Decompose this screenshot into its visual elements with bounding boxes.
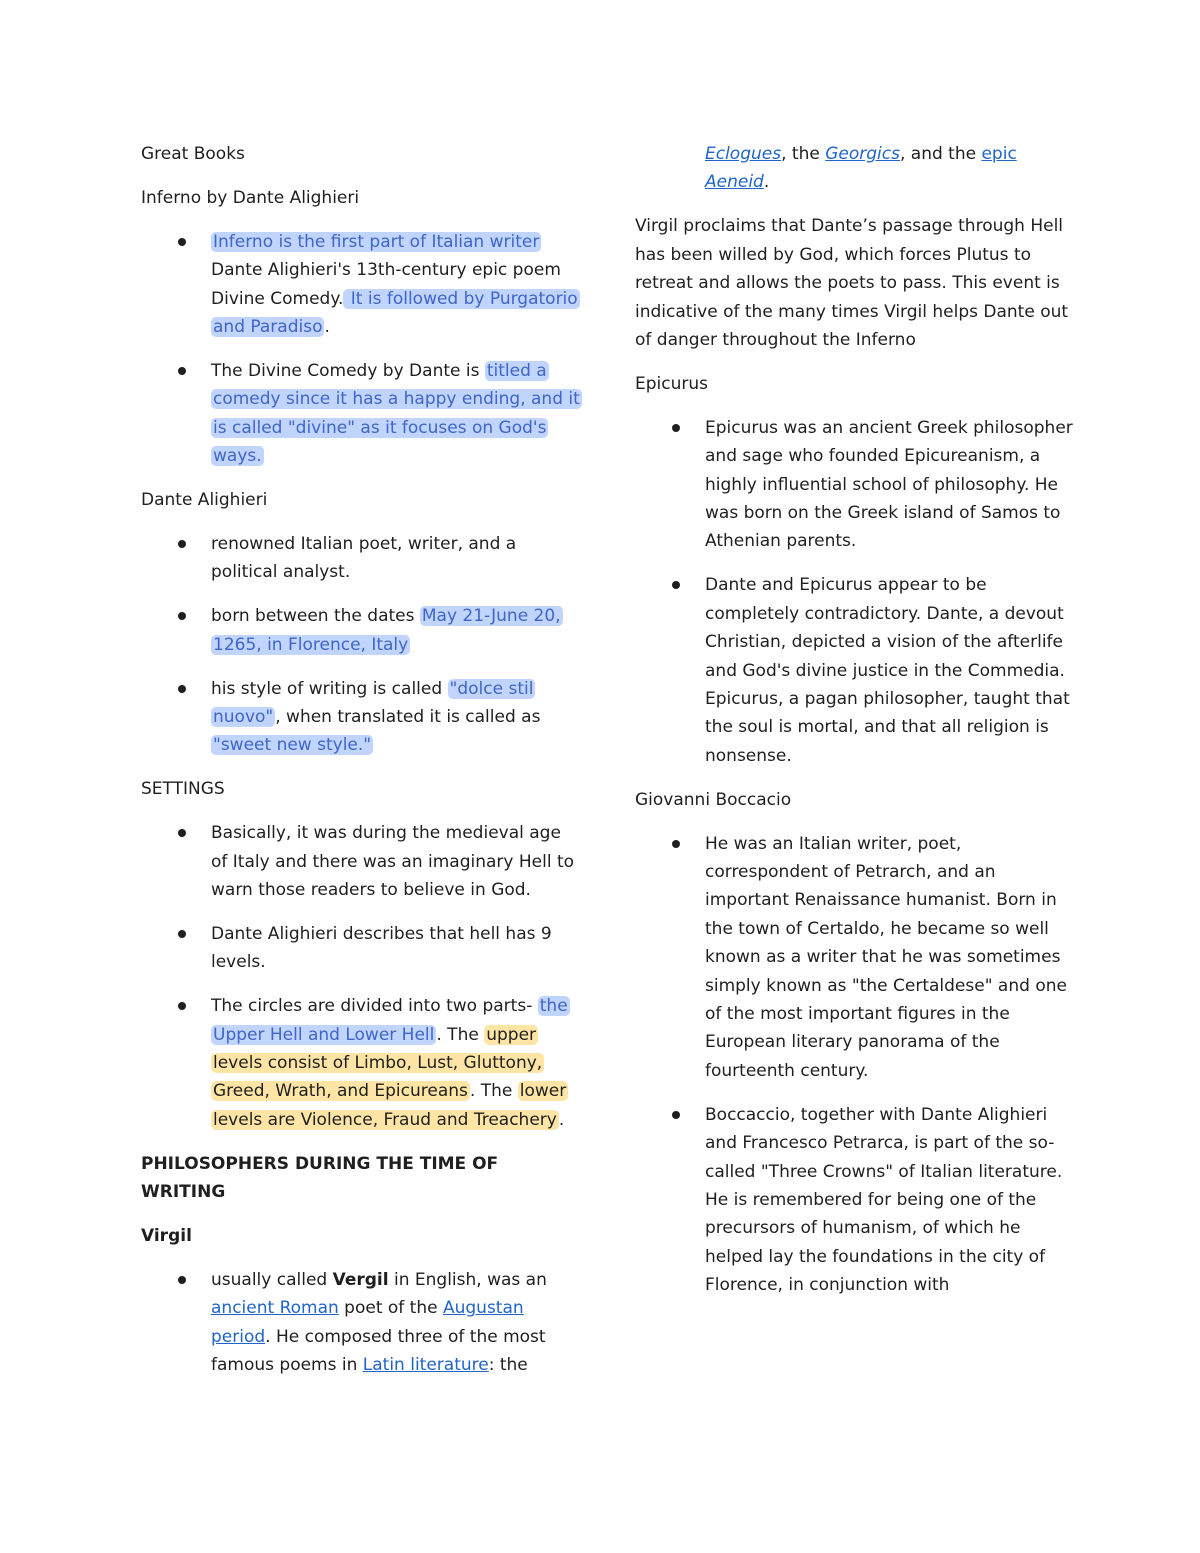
text-run: . xyxy=(763,172,770,193)
link-epic[interactable]: epic xyxy=(981,144,1017,164)
left-column xyxy=(141,140,581,1395)
highlight-blue: It is followed by Purgatorio and Paradiso xyxy=(213,288,578,338)
dante-list xyxy=(141,530,581,760)
text-run: s consist of Limbo, Lust, Gluttony, Greed, Wrath, and Epicureans xyxy=(213,1053,543,1102)
settings-list xyxy=(141,819,581,1134)
list-item: Epicurus was an ancient Greek philosopher and sage who founded Epicureanism, a highly influential school of philosophy. He was born on the Greek island of Samos to Athenian parents. xyxy=(635,414,1075,556)
inferno-list xyxy=(141,228,581,471)
section-heading-boccaccio: Giovanni Boccacio xyxy=(635,789,792,810)
text-run: . The xyxy=(469,1081,518,1102)
virgil-list xyxy=(141,1266,581,1380)
text-run: in English, was an xyxy=(388,1270,547,1290)
list-item: He was an Italian writer, poet, correspondent of Petrarch, and an important Renaissance humanist. Born in the town of Certaldo, he became so well known as a writer that he was sometimes simply known as "the Certaldese" and one of the most important figures in the European literary panorama of the fourteenth century. xyxy=(635,830,1075,1086)
section-heading-philosophers: PHILOSOPHERS DURING THE TIME OF WRITING xyxy=(141,1153,499,1203)
highlight-blue: the Upper Hell and Lower Hell xyxy=(213,996,568,1045)
list-item: Dante Alighieri describes that hell has 9 levels. xyxy=(141,920,581,977)
list-item xyxy=(141,1266,581,1380)
text-run: , and the xyxy=(899,144,982,164)
section-heading-dante: Dante Alighieri xyxy=(141,490,268,511)
text-run: , the xyxy=(781,144,826,164)
highlight-blue: May 21-June 20, 1265, in Florence, Italy xyxy=(213,606,561,655)
text-run: poet of the xyxy=(338,1298,443,1319)
text-run: The circles are divided into two parts- xyxy=(211,996,538,1017)
list-item xyxy=(141,602,581,659)
highlight-blue: titled a comedy since it has a happy ending, and it is called "divine" as it focuses on God's ways. xyxy=(213,360,580,467)
text-run: . xyxy=(324,317,330,338)
list-item xyxy=(141,675,581,760)
link-augustan-period[interactable]: Augustan period xyxy=(211,1298,524,1347)
section-heading-settings: SETTINGS xyxy=(141,779,225,800)
text-run: usually called xyxy=(211,1270,333,1290)
text-run: . The xyxy=(436,1024,485,1045)
link-latin-literature[interactable]: Latin literature xyxy=(362,1355,489,1376)
section-heading-virgil: Virgil xyxy=(141,1226,192,1247)
text-run: : the xyxy=(488,1355,528,1376)
section-heading-epicurus: Epicurus xyxy=(635,373,708,394)
right-column xyxy=(635,140,1075,1315)
text-run: , when translated it is called as xyxy=(275,707,541,727)
list-item xyxy=(141,357,581,471)
text-run: upper level xyxy=(213,1024,537,1074)
highlight-yellow: lower levels are Violence, Fraud and Treachery xyxy=(213,1081,567,1130)
list-item xyxy=(141,228,581,342)
highlight-blue: "sweet new style." xyxy=(213,735,372,756)
link-ancient-roman[interactable]: ancient Roman xyxy=(211,1298,339,1319)
link-georgics[interactable]: Georgics xyxy=(825,144,900,164)
text-run: The Divine Comedy by Dante is xyxy=(211,360,485,381)
link-aeneid[interactable]: Aeneid xyxy=(705,172,764,193)
list-item: renowned Italian poet, writer, and a political analyst. xyxy=(141,530,581,587)
highlight-blue: Inferno is the first part of Italian writer xyxy=(213,231,540,252)
highlight-blue: "dolce stil nuovo" xyxy=(213,678,534,727)
list-item xyxy=(141,992,581,1134)
section-heading-inferno: Inferno by Dante Alighieri xyxy=(141,187,360,208)
text-run: his style of writing is called xyxy=(211,678,448,699)
list-item: Basically, it was during the medieval age of Italy and there was an imaginary Hell to warn those readers to believe in God. xyxy=(141,819,581,904)
link-eclogues[interactable]: Eclogues xyxy=(705,144,782,164)
text-run: . He composed three of the most famous poems in xyxy=(211,1326,546,1376)
boccaccio-list xyxy=(635,830,1075,1300)
virgil-paragraph: Virgil proclaims that Dante’s passage through Hell has been willed by God, which forces Plutus to retreat and allows the poets to pass. This event is indicative of the many times Virgil helps Dante out of danger throughout the Inferno xyxy=(635,216,1069,350)
text-run: born between the dates xyxy=(211,606,420,627)
text-run: . xyxy=(558,1109,565,1130)
virgil-continuation xyxy=(635,140,1075,197)
bold-text: Vergil xyxy=(332,1270,389,1290)
text-run: Dante Alighieri's 13th-century epic poem Divine Comedy. xyxy=(211,260,561,309)
list-item: Boccaccio, together with Dante Alighieri and Francesco Petrarca, is part of the so-called "Three Crowns" of Italian literature. He is remembered for being one of the precursors of humanism, of which he helped lay the foundations in the city of Florence, in conjunction with xyxy=(635,1101,1075,1300)
list-item: Dante and Epicurus appear to be completely contradictory. Dante, a devout Christian, depicted a vision of the afterlife and God's divine justice in the Commedia. Epicurus, a pagan philosopher, taught that the soul is mortal, and that all religion is nonsense. xyxy=(635,571,1075,770)
epicurus-list xyxy=(635,414,1075,770)
document-title: Great Books xyxy=(141,144,245,164)
